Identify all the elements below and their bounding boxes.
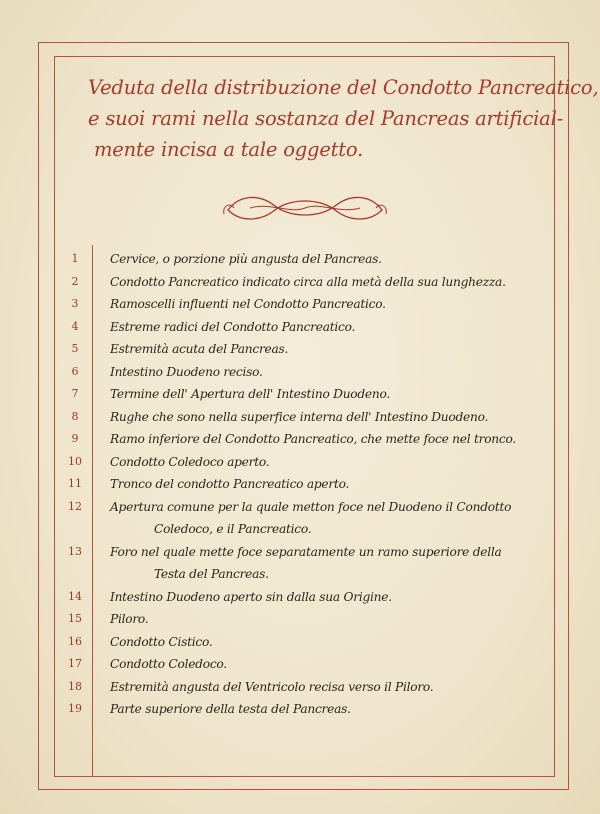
item-text — [92, 586, 392, 609]
item-number: 14 — [68, 589, 82, 603]
item-text — [92, 631, 213, 654]
item-text — [92, 383, 390, 406]
list-item — [58, 383, 550, 406]
list-item — [58, 428, 550, 451]
item-number: 1 — [71, 252, 79, 265]
list-item — [58, 608, 550, 631]
item-text — [92, 338, 288, 361]
item-continuation-line: Coledoco, e il Pancreatico. — [154, 522, 312, 536]
item-line: Parte superiore della testa del Pancreas. — [110, 702, 351, 716]
item-line: Estremità acuta del Pancreas. — [110, 342, 289, 356]
item-text — [92, 361, 263, 384]
list-item — [58, 541, 550, 586]
item-number: 6 — [71, 364, 79, 378]
item-line: Condotto Pancreatico indicato circa alla metà della sua lunghezza. — [110, 274, 506, 289]
item-number: 10 — [68, 454, 82, 468]
item-number: 7 — [71, 387, 79, 400]
list-item — [58, 676, 550, 699]
item-line: Apertura comune per la quale metton foce nel Duodeno il Condotto — [110, 499, 512, 514]
item-number: 17 — [68, 657, 82, 670]
item-line: Intestino Duodeno reciso. — [110, 364, 263, 379]
item-text — [92, 496, 511, 541]
item-number: 15 — [68, 612, 82, 625]
list-item — [58, 698, 550, 721]
item-text — [92, 473, 349, 496]
list-item — [58, 473, 550, 496]
item-text — [92, 316, 355, 339]
item-number: 18 — [68, 679, 82, 693]
item-number: 5 — [71, 342, 79, 355]
item-number: 16 — [68, 634, 82, 648]
item-text — [92, 428, 516, 451]
list-item — [58, 338, 550, 361]
item-line: Condotto Cistico. — [110, 634, 213, 649]
item-text — [92, 541, 502, 586]
item-continuation-line: Testa del Pancreas. — [154, 567, 269, 581]
item-line: Tronco del condotto Pancreatico aperto. — [110, 477, 350, 491]
list-item — [58, 271, 550, 294]
list-item — [58, 293, 550, 316]
item-line: Foro nel quale mette foce separatamente un ramo superiore della — [110, 544, 502, 559]
item-line: Ramo inferiore del Condotto Pancreatico, che mette foce nel tronco. — [110, 432, 516, 446]
item-line: Rughe che sono nella superfice interna dell' Intestino Duodeno. — [110, 409, 489, 424]
list-item — [58, 361, 550, 384]
item-line: Estremità angusta del Ventricolo recisa verso il Piloro. — [110, 679, 434, 694]
list-item — [58, 631, 550, 654]
list-item — [58, 496, 550, 541]
item-text — [92, 271, 506, 294]
item-number: 8 — [71, 409, 79, 423]
item-number: 9 — [71, 432, 79, 445]
item-line: Piloro. — [110, 612, 149, 626]
item-line: Estreme radici del Condotto Pancreatico. — [110, 319, 356, 334]
list-item — [58, 586, 550, 609]
item-number: 4 — [71, 319, 79, 333]
title-line-2: e suoi rami nella sostanza del Pancreas artificial- — [88, 107, 564, 130]
list-item — [58, 653, 550, 676]
item-line: Intestino Duodeno aperto sin dalla sua Origine. — [110, 589, 392, 604]
title-line-1: Veduta della distribuzione del Condotto Pancreatico, — [88, 76, 599, 99]
list-item — [58, 451, 550, 474]
flourish-ornament-icon — [220, 188, 390, 228]
item-line: Ramoscelli influenti nel Condotto Pancreatico. — [110, 297, 386, 311]
item-text — [92, 406, 488, 429]
item-number: 19 — [68, 702, 82, 715]
item-text — [92, 293, 386, 316]
item-text — [92, 653, 227, 676]
item-text — [92, 676, 433, 699]
item-number: 2 — [71, 274, 79, 288]
item-line: Termine dell' Apertura dell' Intestino Duodeno. — [110, 387, 390, 401]
item-number: 3 — [71, 297, 79, 310]
item-number: 11 — [68, 477, 82, 490]
item-line: Condotto Coledoco. — [110, 657, 227, 671]
item-text — [92, 608, 148, 631]
title-line-3: mente incisa a tale oggetto. — [94, 138, 364, 161]
list-item — [58, 248, 550, 271]
legend-list — [58, 248, 550, 721]
page-title — [88, 72, 599, 165]
item-text — [92, 698, 351, 721]
item-line: Condotto Coledoco aperto. — [110, 454, 270, 469]
item-number: 12 — [68, 499, 82, 513]
list-item — [58, 316, 550, 339]
list-item — [58, 406, 550, 429]
item-text — [92, 248, 382, 271]
item-line: Cervice, o porzione più angusta del Pancreas. — [110, 252, 382, 266]
item-text — [92, 451, 269, 474]
item-number: 13 — [68, 544, 82, 558]
